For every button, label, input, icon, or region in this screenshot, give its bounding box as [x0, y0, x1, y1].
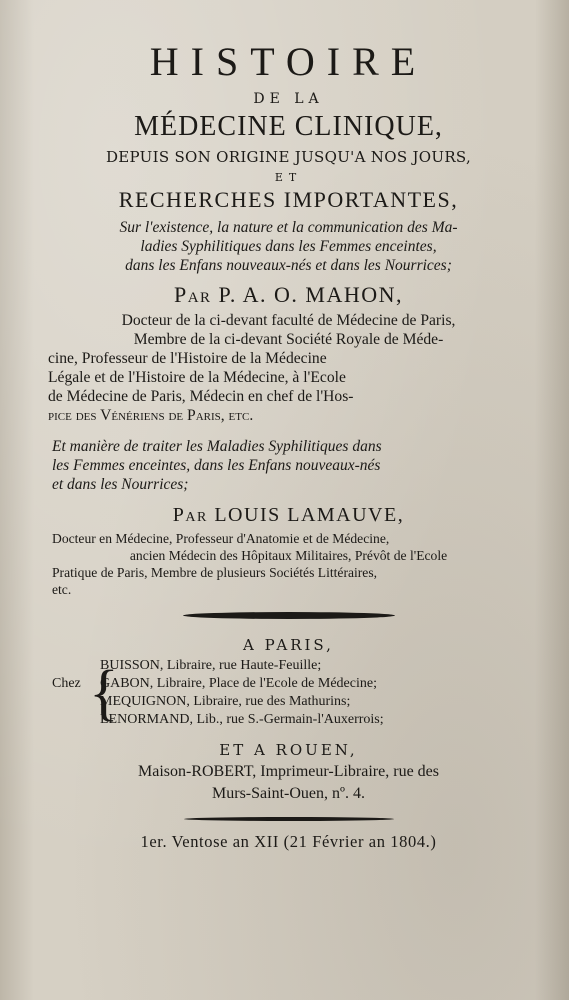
- ornamental-rule-bottom: [184, 817, 394, 821]
- traiter-line: Et manière de traiter les Maladies Syphilitiques dans: [52, 438, 382, 455]
- conjunction-et: ET: [274, 171, 303, 184]
- curly-brace-icon: {: [89, 659, 119, 727]
- imprint-paris: A PARIS,: [243, 636, 334, 654]
- credential-line: Docteur en Médecine, Professeur d'Anatomie et de Médecine,: [52, 531, 390, 546]
- author-mahon: [52, 279, 525, 311]
- printer-line: Murs-Saint-Ouen, nº. 4.: [212, 785, 365, 802]
- recherches-heading: RECHERCHES IMPORTANTES,: [118, 187, 459, 212]
- recherches-line: ladies Syphilitiques dans les Femmes enceintes,: [140, 238, 437, 255]
- bookseller-item: MEQUIGNON, Libraire, rue des Mathurins;: [100, 694, 351, 709]
- lamauve-credentials: [52, 530, 525, 598]
- mahon-credentials: [48, 311, 529, 425]
- author-name: P. A. O. MAHON,: [218, 282, 404, 307]
- title-connector: DE LA: [253, 91, 324, 107]
- bookseller-item: LENORMAND, Lib., rue S.-Germain-l'Auxerrois;: [100, 712, 384, 727]
- recherches-description: [52, 218, 525, 275]
- credential-line: pice des Vénériens de Paris, etc.: [48, 407, 254, 424]
- bookseller-item: BUISSON, Libraire, rue Haute-Feuille;: [100, 658, 322, 673]
- credential-line: cine, Professeur de l'Histoire de la Médecine: [48, 350, 327, 367]
- credential-line: Membre de la ci-devant Société Royale de Méde-: [133, 331, 444, 348]
- subtitle-qualifier: DEPUIS SON ORIGINE JUSQU'A NOS JOURS,: [105, 148, 472, 166]
- printer-address: [52, 761, 525, 805]
- credential-line: Docteur de la ci-devant faculté de Médecine de Paris,: [121, 312, 456, 329]
- author-par: Par: [173, 282, 212, 307]
- author-lamauve: Par LOUIS LAMAUVE,: [172, 504, 405, 526]
- credential-line: ancien Médecin des Hôpitaux Militaires, Prévôt de l'Ecole: [129, 548, 448, 563]
- book-subtitle: MÉDECINE CLINIQUE,: [134, 111, 443, 142]
- book-title: HISTOIRE: [149, 39, 428, 84]
- imprint-rouen: ET A ROUEN,: [219, 741, 358, 759]
- booksellers-list: [100, 657, 525, 729]
- credential-line: Pratique de Paris, Membre de plusieurs Sociétés Littéraires,: [52, 565, 378, 580]
- traiter-line: les Femmes enceintes, dans les Enfans nouveaux-nés: [52, 457, 381, 474]
- credential-line: Légale et de l'Histoire de la Médecine, à l'Ecole: [48, 369, 346, 386]
- booksellers-block: [52, 657, 525, 729]
- credential-line: etc.: [52, 582, 72, 597]
- recherches-line: Sur l'existence, la nature et la communication des Ma-: [119, 219, 458, 236]
- bookseller-item: GABON, Libraire, Place de l'Ecole de Médecine;: [100, 676, 377, 691]
- credential-line: de Médecine de Paris, Médecin en chef de l'Hos-: [48, 388, 354, 405]
- ornamental-rule: [183, 612, 395, 619]
- printer-line: Maison-ROBERT, Imprimeur-Libraire, rue des: [137, 763, 439, 780]
- recherches-line: dans les Enfans nouveaux-nés et dans les Nourrices;: [125, 257, 452, 274]
- traiter-line: et dans les Nourrices;: [52, 476, 189, 493]
- chez-label: Chez: [52, 676, 81, 691]
- publication-date: 1er. Ventose an XII (21 Février an 1804.): [140, 832, 437, 851]
- traiter-description: [52, 437, 525, 494]
